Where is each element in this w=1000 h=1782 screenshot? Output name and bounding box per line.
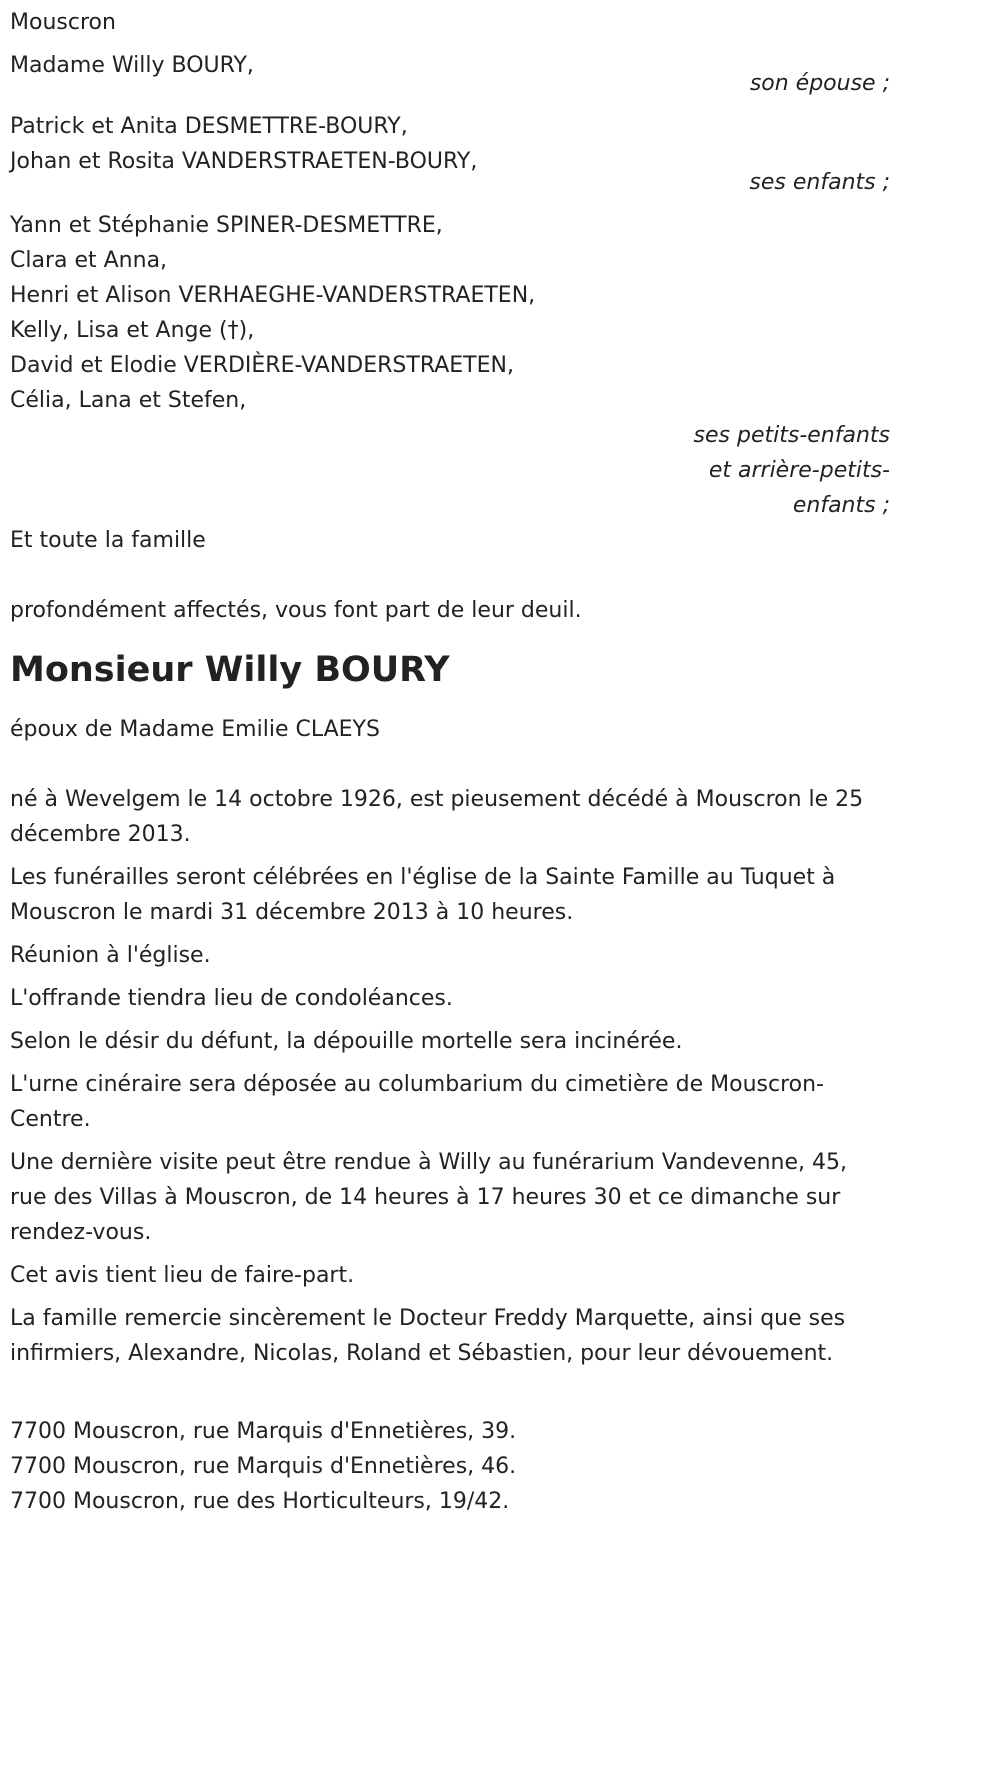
family-closing: Et toute la famille	[10, 528, 206, 553]
relation-label: son épouse ;	[749, 71, 890, 96]
family-line: Henri et Alison VERHAEGHE-VANDERSTRAETEN,	[10, 283, 536, 308]
family-line: Johan et Rosita VANDERSTRAETEN-BOURY,	[10, 149, 478, 174]
paragraph-visit: Une dernière visite peut être rendue à Willy au funérarium Vandevenne, 45, rue des Villas à Mouscron, de 14 heures à 17 heures 30 et ce dimanche sur rendez-vous.	[10, 1150, 848, 1245]
paragraph-birth-death: né à Wevelgem le 14 octobre 1926, est pieusement décédé à Mouscron le 25 décembre 2013.	[10, 787, 864, 847]
deceased-name: Monsieur Willy BOURY	[10, 650, 450, 690]
paragraph-meeting: Réunion à l'église.	[10, 943, 211, 968]
family-line: Célia, Lana et Stefen,	[10, 388, 247, 413]
family-line: Yann et Stéphanie SPINER-DESMETTRE,	[10, 213, 443, 238]
paragraph-urn: L'urne cinéraire sera déposée au columbarium du cimetière de Mouscron-Centre.	[10, 1072, 824, 1132]
family-line: Patrick et Anita DESMETTRE-BOURY,	[10, 114, 408, 139]
relation-label: ses enfants ;	[749, 170, 890, 195]
paragraph-notice: Cet avis tient lieu de faire-part.	[10, 1263, 355, 1288]
family-line: Clara et Anna,	[10, 248, 168, 273]
paragraph-thanks: La famille remercie sincèrement le Docteur Freddy Marquette, ainsi que ses infirmiers, Alexandre, Nicolas, Roland et Sébastien, pour leur dévouement.	[10, 1306, 846, 1366]
paragraph-cremation: Selon le désir du défunt, la dépouille mortelle sera incinérée.	[10, 1029, 683, 1054]
relation-label: ses petits-enfants	[693, 423, 890, 448]
paragraph-funeral: Les funérailles seront célébrées en l'église de la Sainte Famille au Tuquet à Mouscron le mardi 31 décembre 2013 à 10 heures.	[10, 865, 836, 925]
relation-label: et arrière-petits-	[708, 458, 890, 483]
paragraph-offering: L'offrande tiendra lieu de condoléances.	[10, 986, 453, 1011]
address-line: 7700 Mouscron, rue Marquis d'Ennetières, 46.	[10, 1454, 517, 1479]
address-line: 7700 Mouscron, rue Marquis d'Ennetières, 39.	[10, 1419, 517, 1444]
address-line: 7700 Mouscron, rue des Horticulteurs, 19/42.	[10, 1489, 510, 1514]
relation-label: enfants ;	[792, 493, 890, 518]
spouse-line: époux de Madame Emilie CLAEYS	[10, 717, 380, 742]
city-heading: Mouscron	[10, 10, 116, 35]
family-line: Kelly, Lisa et Ange (†),	[10, 318, 255, 343]
announcement-text: profondément affectés, vous font part de leur deuil.	[10, 598, 582, 623]
family-line: Madame Willy BOURY,	[10, 53, 254, 78]
family-line: David et Elodie VERDIÈRE-VANDERSTRAETEN,	[10, 353, 514, 378]
